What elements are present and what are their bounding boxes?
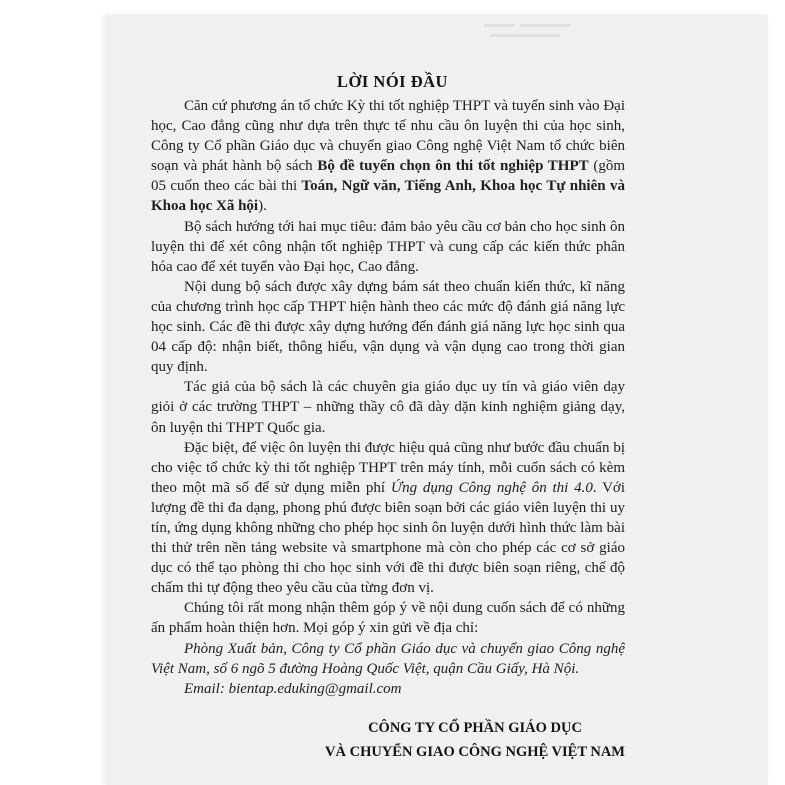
paragraph-5-text-a: Đặc biệt, để việc ôn luyện thi được hiệu quả cũng như bước đầu chuẩn bị cho việc tổ chức kỳ thi tốt nghiệp THPT trên máy tính, mỗi cuốn sách có kèm theo một mã số để sử dụng miễn phí bbox=[151, 439, 625, 496]
app-name: Ứng dụng Công nghệ ôn thi 4.0 bbox=[390, 479, 593, 496]
contact-email: Email: bientap.eduking@gmail.com bbox=[184, 680, 402, 697]
paragraph-1-text-e: ). bbox=[258, 198, 267, 215]
paragraph-5 bbox=[151, 438, 625, 599]
subject-list: Toán, Ngữ văn, Tiếng Anh, Khoa học Tự nhiên và Khoa học Xã hội bbox=[151, 178, 625, 215]
paragraph-3: Nội dung bộ sách được xây dựng bám sát theo chuẩn kiến thức, kĩ năng của chương trình học cấp THPT hiện hành theo các mức độ đánh giá năng lực học sinh. Các đề thi được xây dựng hướng đến đánh giá năng lực học sinh qua 04 cấp độ: nhận biết, thông hiểu, vận dụng và vận dụng cao trong thời gian quy định. bbox=[151, 278, 625, 376]
page-title: LỜI NÓI ĐẦU bbox=[337, 72, 448, 91]
paragraph-5-text-c: . Với lượng đề thi đa dạng, phong phú được biên soạn bởi các giáo viên luyện thi uy tín, ứng dụng không những cho phép học sinh ôn luyện dưới hình thức làm bài thi thử trên nền tảng website và smartphone mà còn cho phép các cơ sở giáo dục có thể tạo phòng thi cho học sinh với đề thi được biên soạn riêng, chế độ chấm thi tự động theo yêu cầu của từng đơn vị. bbox=[151, 479, 625, 597]
paragraph-1 bbox=[151, 96, 625, 217]
faded-print-mark bbox=[480, 18, 600, 48]
signature-line-2: VÀ CHUYỂN GIAO CÔNG NGHỆ VIỆT NAM bbox=[325, 744, 625, 760]
paragraph-1-text-a: Căn cứ phương án tổ chức Kỳ thi tốt nghiệp THPT và tuyển sinh vào Đại học, Cao đẳng cũng như dựa trên thực tế nhu cầu ôn luyện thi của học sinh, Công ty Cổ phần Giáo dục và chuyển giao Công nghệ Việt Nam tổ chức biên soạn và phát hành bộ sách bbox=[151, 98, 625, 175]
contact-address: Phòng Xuất bản, Công ty Cổ phần Giáo dục và chuyển giao Công nghệ Việt Nam, số 6 ngõ 5 đường Hoàng Quốc Việt, quận Cầu Giấy, Hà Nội. bbox=[151, 640, 625, 677]
foreword-body bbox=[151, 96, 625, 699]
paragraph-2: Bộ sách hướng tới hai mục tiêu: đảm bảo yêu cầu cơ bản cho học sinh ôn luyện thi để xét công nhận tốt nghiệp THPT và cung cấp các kiến thức phân hóa cao để xét tuyển vào Đại học, Cao đẳng. bbox=[151, 218, 625, 275]
paragraph-1-text-c: (gồm 05 cuốn theo các bài thi bbox=[151, 158, 625, 195]
signature-block bbox=[325, 716, 625, 764]
paragraph-6: Chúng tôi rất mong nhận thêm góp ý về nội dung cuốn sách để có những ấn phẩm hoàn thiện hơn. Mọi góp ý xin gửi về địa chỉ: bbox=[151, 600, 625, 637]
book-series-title: Bộ đề tuyển chọn ôn thi tốt nghiệp THPT bbox=[317, 158, 589, 175]
paragraph-4: Tác giả của bộ sách là các chuyên gia giáo dục uy tín và giáo viên dạy giỏi ở các trường THPT – những thầy cô đã dày dặn kinh nghiệm giảng dạy, ôn luyện thi THPT Quốc gia. bbox=[151, 379, 625, 436]
signature-line-1: CÔNG TY CỔ PHẦN GIÁO DỤC bbox=[368, 720, 582, 736]
